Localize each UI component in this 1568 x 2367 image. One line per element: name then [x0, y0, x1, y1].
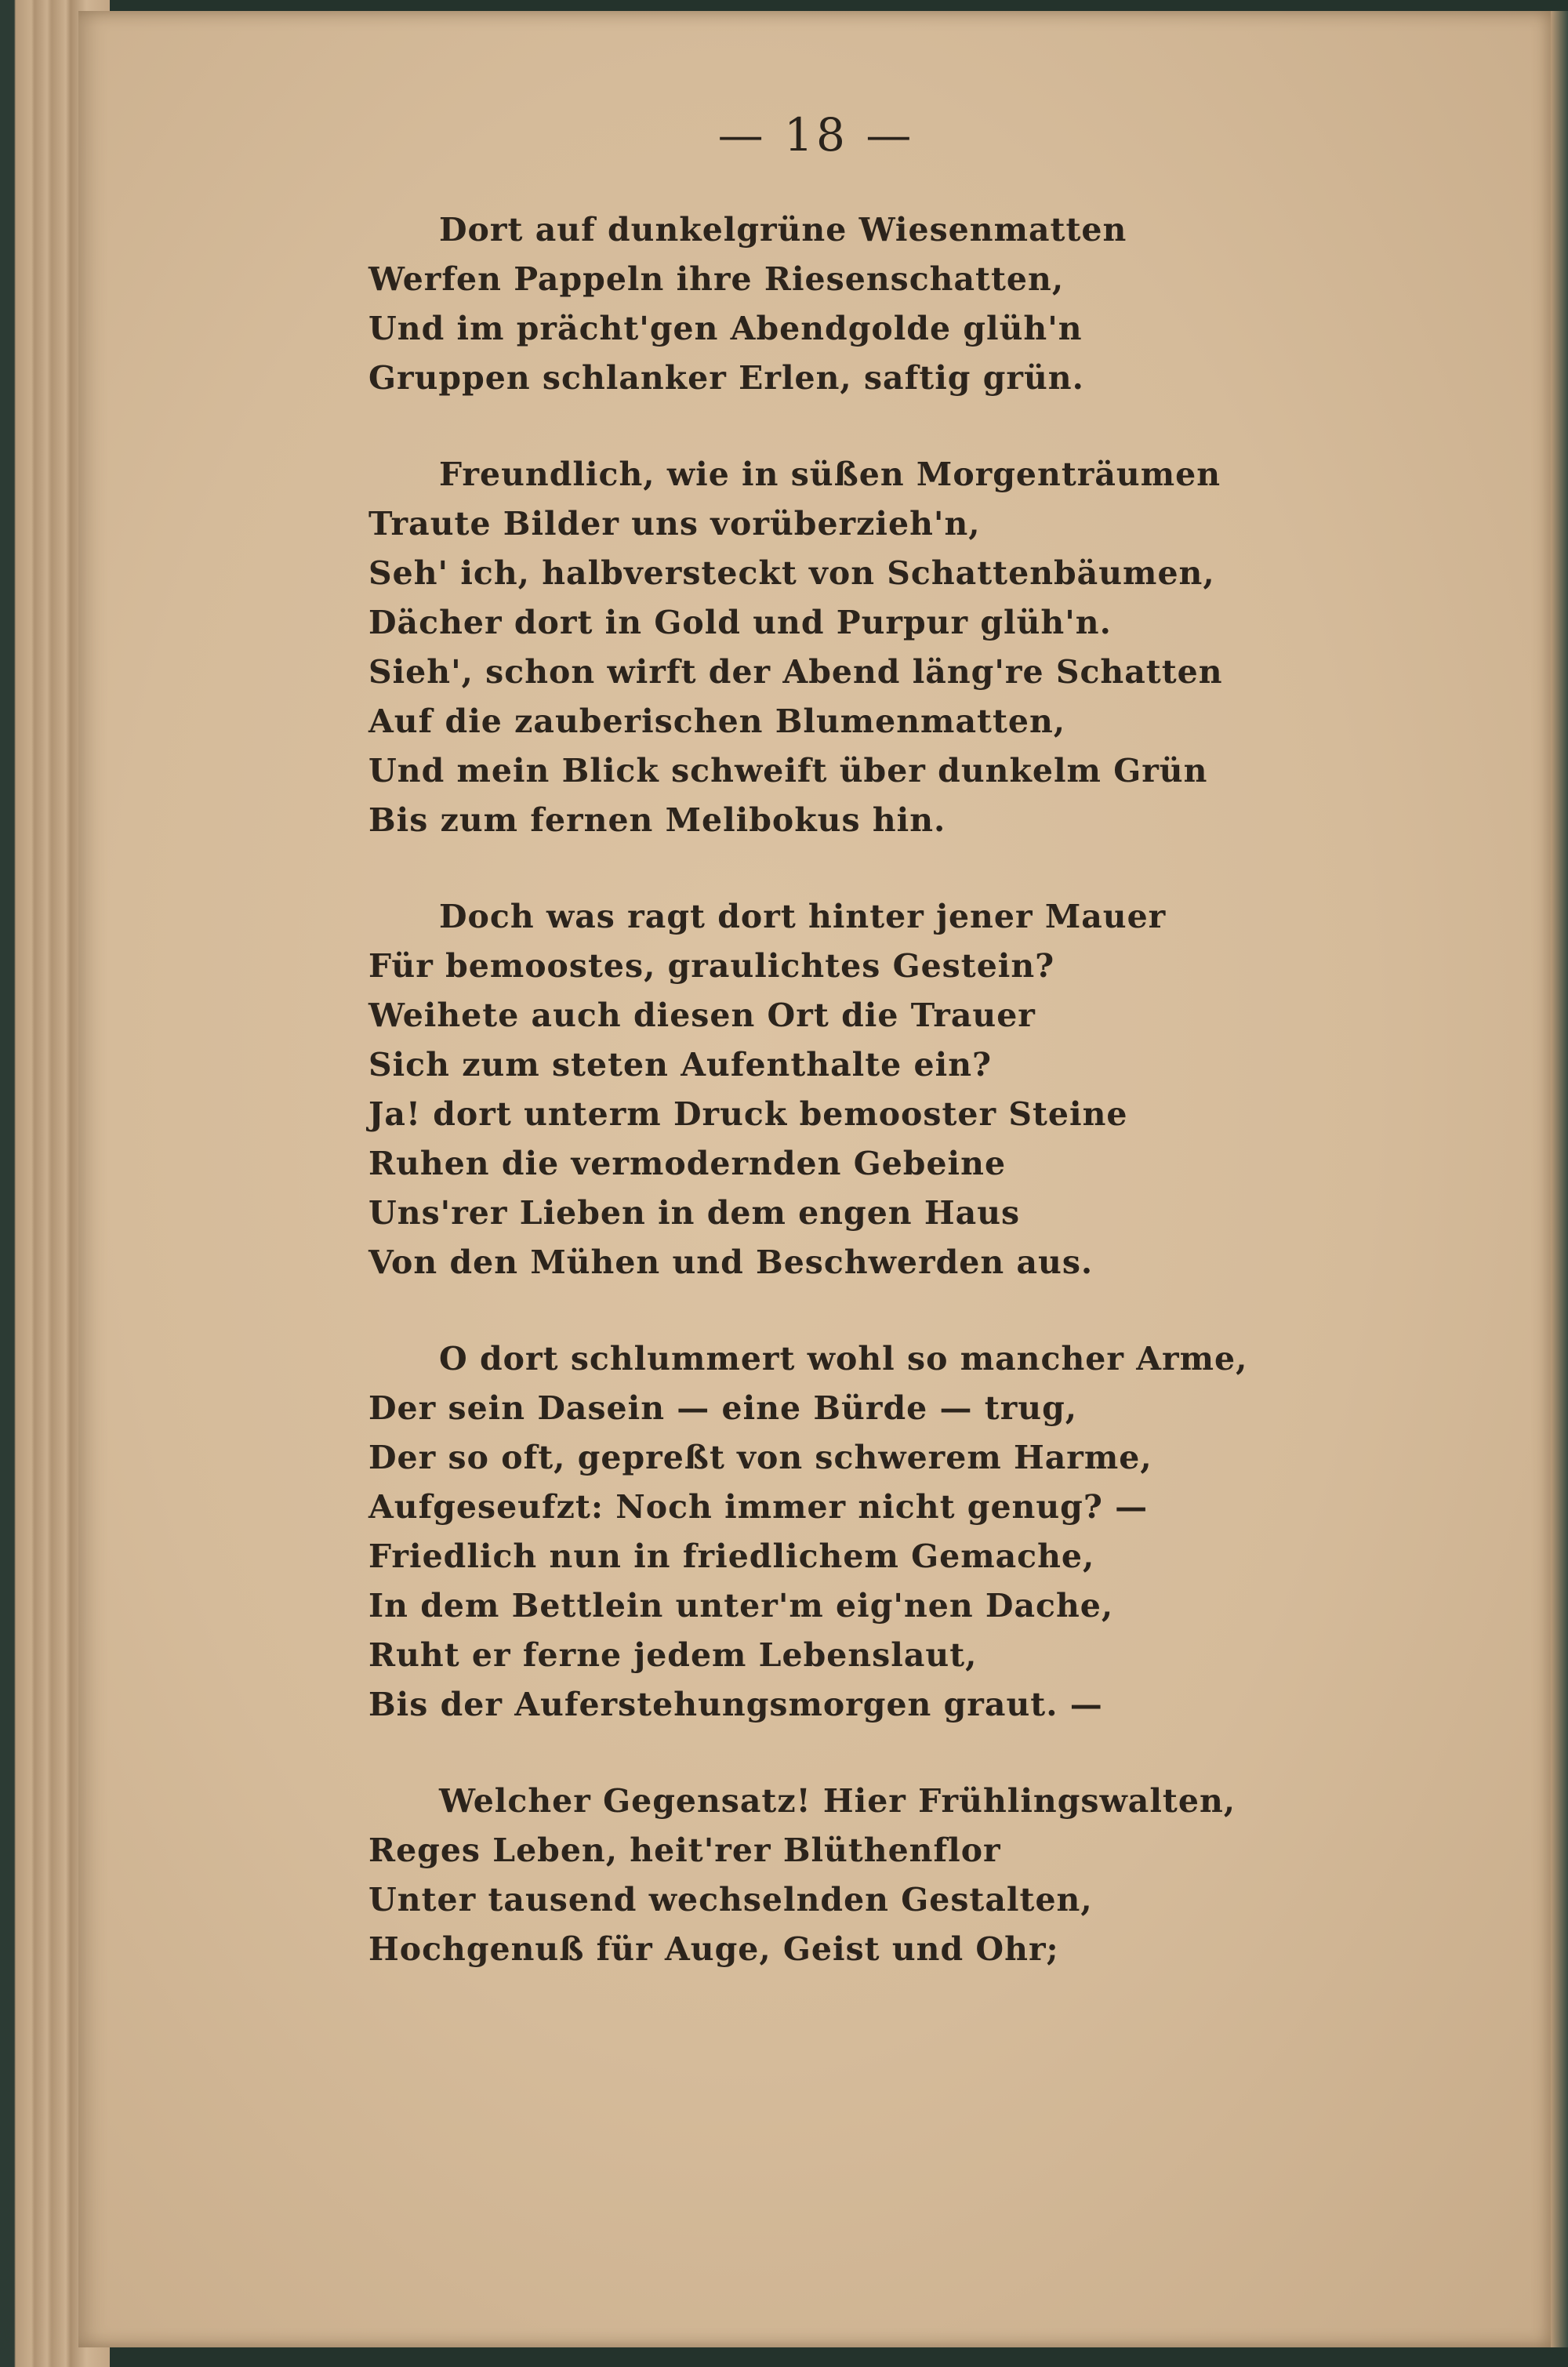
poem-line: Uns'rer Lieben in dem engen Haus — [368, 1194, 1021, 1232]
poem-line: Dächer dort in Gold und Purpur glüh'n. — [368, 604, 1112, 641]
poem-line: Werfen Pappeln ihre Riesenschatten, — [368, 260, 1065, 298]
stanza — [368, 205, 1388, 403]
poem-line: Bis zum fernen Melibokus hin. — [368, 801, 946, 839]
poem-line: Von den Mühen und Beschwerden aus. — [368, 1243, 1094, 1281]
poem-line: Doch was ragt dort hinter jener Mauer — [439, 898, 1167, 935]
poem-line: Aufgeseufzt: Noch immer nicht genug? — — [368, 1488, 1149, 1526]
poem-line: Auf die zauberischen Blumenmatten, — [368, 702, 1066, 740]
poem-line: Ja! dort unterm Druck bemooster Steine — [368, 1095, 1128, 1133]
poem-line: Sich zum steten Aufenthalte ein? — [368, 1046, 993, 1084]
poem-line: Friedlich nun in friedlichem Gemache, — [368, 1537, 1095, 1575]
page-number: — 18 — — [717, 108, 915, 162]
poem-line: Dort auf dunkelgrüne Wiesenmatten — [439, 211, 1127, 249]
stanza — [368, 450, 1388, 845]
poem-line: Und im prächt'gen Abendgolde glüh'n — [368, 310, 1083, 347]
poem-line: Sieh', schon wirft der Abend läng're Schatten — [368, 653, 1223, 691]
poem-line: Unter tausend wechselnden Gestalten, — [368, 1881, 1093, 1919]
poem-line: Weihete auch diesen Ort die Trauer — [368, 997, 1036, 1034]
poem-line: Ruht er ferne jedem Lebenslaut, — [368, 1636, 978, 1674]
poem-line: Gruppen schlanker Erlen, saftig grün. — [368, 359, 1084, 397]
poem-line: Reges Leben, heit'rer Blüthenflor — [368, 1832, 1001, 1869]
stanza — [368, 1777, 1388, 1974]
poem-body — [368, 205, 1388, 2021]
poem-line: In dem Bettlein unter'm eig'nen Dache, — [368, 1587, 1114, 1625]
poem-line: Welcher Gegensatz! Hier Frühlingswalten, — [439, 1782, 1236, 1820]
poem-line: Und mein Blick schweift über dunkelm Grün — [368, 752, 1208, 790]
poem-line: O dort schlummert wohl so mancher Arme, — [439, 1340, 1248, 1378]
poem-line: Bis der Auferstehungsmorgen graut. — — [368, 1686, 1103, 1723]
poem-line: Traute Bilder uns vorüberzieh'n, — [368, 505, 981, 543]
poem-line: Hochgenuß für Auge, Geist und Ohr; — [368, 1930, 1059, 1968]
poem-line: Seh' ich, halbversteckt von Schattenbäumen, — [368, 554, 1215, 592]
stanza — [368, 1334, 1388, 1730]
poem-line: Der so oft, gepreßt von schwerem Harme, — [368, 1439, 1152, 1476]
stanza — [368, 892, 1388, 1287]
poem-line: Der sein Dasein — eine Bürde — trug, — [368, 1389, 1078, 1427]
poem-line: Ruhen die vermodernden Gebeine — [368, 1145, 1007, 1182]
book-cover-edge — [1551, 11, 1568, 2347]
poem-line: Für bemoostes, graulichtes Gestein? — [368, 947, 1055, 985]
poem-line: Freundlich, wie in süßen Morgenträumen — [439, 456, 1221, 493]
